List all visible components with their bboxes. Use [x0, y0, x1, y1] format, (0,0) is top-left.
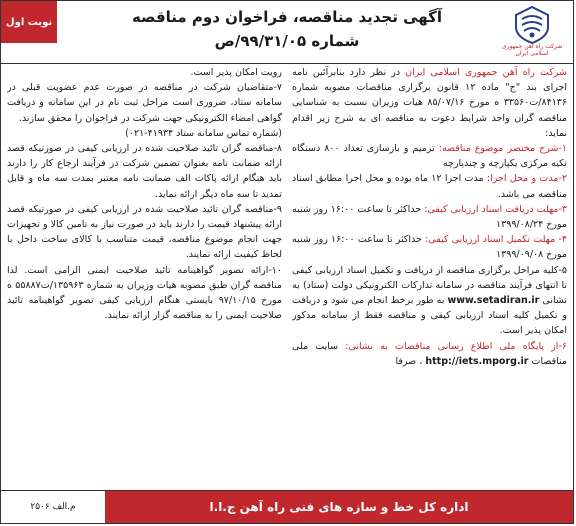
item-3: ۳-مهلت دریافت اسناد ارزیابی کیفی: حداکثر تا ساعت ۱۶:۰۰ روز شنبه مورخ ۱۳۹۹/۰۸/۲۴: [292, 203, 567, 231]
intro-paragraph: شرکت راه آهن جمهوری اسلامی ایران در نظر دارد بنابرآئین نامه اجرای بند "ج" ماده ۱۲ قانون برگزاری مناقصات مصوبه شماره ۸۴۱۳۶/ت۳۳۵۶۰ ه مورخ ۸۵/۰۷/۱۶ هیات وزیران نسبت به شناسایی مناقصه گران واجد شرایط دعوت به مناقصه ای به شرح زیر اقدام نماید:: [292, 67, 567, 139]
railway-logo: [497, 5, 567, 61]
item-7-phone: (شماره تماس سامانه ستاد ۴۱۹۳۴-۰۲۱): [125, 127, 282, 139]
issuer-bar: اداره کل خط و سازه های فنی راه آهن ج.ا.ا: [105, 491, 573, 523]
ad-code: م.الف ۲۵۰۶: [30, 502, 76, 512]
item-7: ۷-متقاضیان شرکت در مناقصه در صورت عدم عضویت قبلی در سامانه ستاد، ضروری است مراحل ثبت نام در این سامانه و دریافت گواهی امضاء الکترونیکی جهت شرکت در فراخوان را محقق سازند.: [7, 82, 282, 124]
edition-badge: نوبت اول: [1, 1, 57, 43]
item-6-continued: رویت امکان پذیر است.: [190, 67, 282, 78]
title-line-2: شماره ۹۹/۳۱/۰۵/ص: [214, 32, 360, 50]
item-10: ۱۰-ارائه تصویر گواهینامه تائید صلاحیت ایمنی الزامی است. لذا مناقصه گران طبق مصوبه هیات وزیران به شماره ۱۳۵۹۶۳/ت۵۵۸۸۷ ه مورخ ۹۷/۱۰/۱۵ بایستی هنگام ارزیابی کیفی تصویر گواهینامه تائید صلاحیت ایمنی را به مناقصه گزار ارائه نمایند.: [7, 264, 282, 322]
notice-header: [1, 1, 573, 64]
item-5: ۵-کلیه مراحل برگزاری مناقصه از دریافت و تکمیل اسناد ارزیابی کیفی تا انتهای فرآیند مناقصه در سامانه تدارکات الکترونیکی دولت (ستاد) به نشانی www.setadiran.ir به طور برخط انجام می شود و دریافت و تکمیل کلیه اسناد ارزیابی کیفی و مناقصه فقط از سامانه مذکور امکان پذیر است.: [292, 264, 567, 337]
setad-url-link[interactable]: www.setadiran.ir: [447, 295, 540, 307]
item-2: ۲-مدت و محل اجرا: مدت اجرا ۱۲ ماه بوده و محل اجرا مطابق اسناد مناقصه می باشد.: [292, 173, 567, 200]
title-line-1: آگهی تجدید مناقصه، فراخوان دوم مناقصه: [131, 8, 443, 26]
notice-footer: [1, 490, 573, 523]
iets-url-link[interactable]: http://iets.mporg.ir: [425, 355, 529, 367]
railway-emblem-icon: [510, 5, 554, 45]
item-8: ۸-مناقصه گران تائید صلاحیت شده در ارزیابی کیفی در صورتیکه قصد ارائه ضمانت نامه بعنوان تضمین شرکت در فرآیند ارجاع کار را دارند باید هنگام ارائه پاکات الف ضمانت نامه معتبر بمدت سه ماه و قابل تمدید تا سه ماه دیگر ارائه نماید.: [7, 143, 282, 200]
notice-body: [7, 65, 567, 489]
item-4: ۴- مهلت تکمیل اسناد ارزیابی کیفی: حداکثر تا ساعت ۱۶:۰۰ روز شنبه مورخ ۱۳۹۹/۰۹/۰۸: [292, 234, 567, 261]
left-column: [7, 65, 282, 489]
right-column: [292, 65, 567, 489]
logo-text: شرکت راه آهن جمهوری اسلامی ایران: [501, 43, 563, 57]
item-9: ۹-مناقصه گران تائید صلاحیت شده در ارزیابی کیفی در صورتیکه قصد ارائه پیشنهاد قیمت را دارند باید در صورت نیاز به تامین کالا و تجهیزات جهت انجام موضوع مناقصه، قیمت متناسب با کالای ساخت داخل با لحاظ کیفیت ارائه نمایند.: [7, 203, 282, 261]
notice-title: [91, 5, 483, 53]
item-1: ۱-شرح مختصر موضوع مناقصه: ترمیم و بازسازی تعداد ۸۰۰ دستگاه تکیه مرکزی یکپارچه و چندپارچه: [292, 143, 567, 170]
item-6: ۶-از پایگاه ملی اطلاع رسانی مناقصات به نشانی: سایت ملی مناقصات http://iets.mporg.ir ، صرفا: [292, 340, 567, 367]
